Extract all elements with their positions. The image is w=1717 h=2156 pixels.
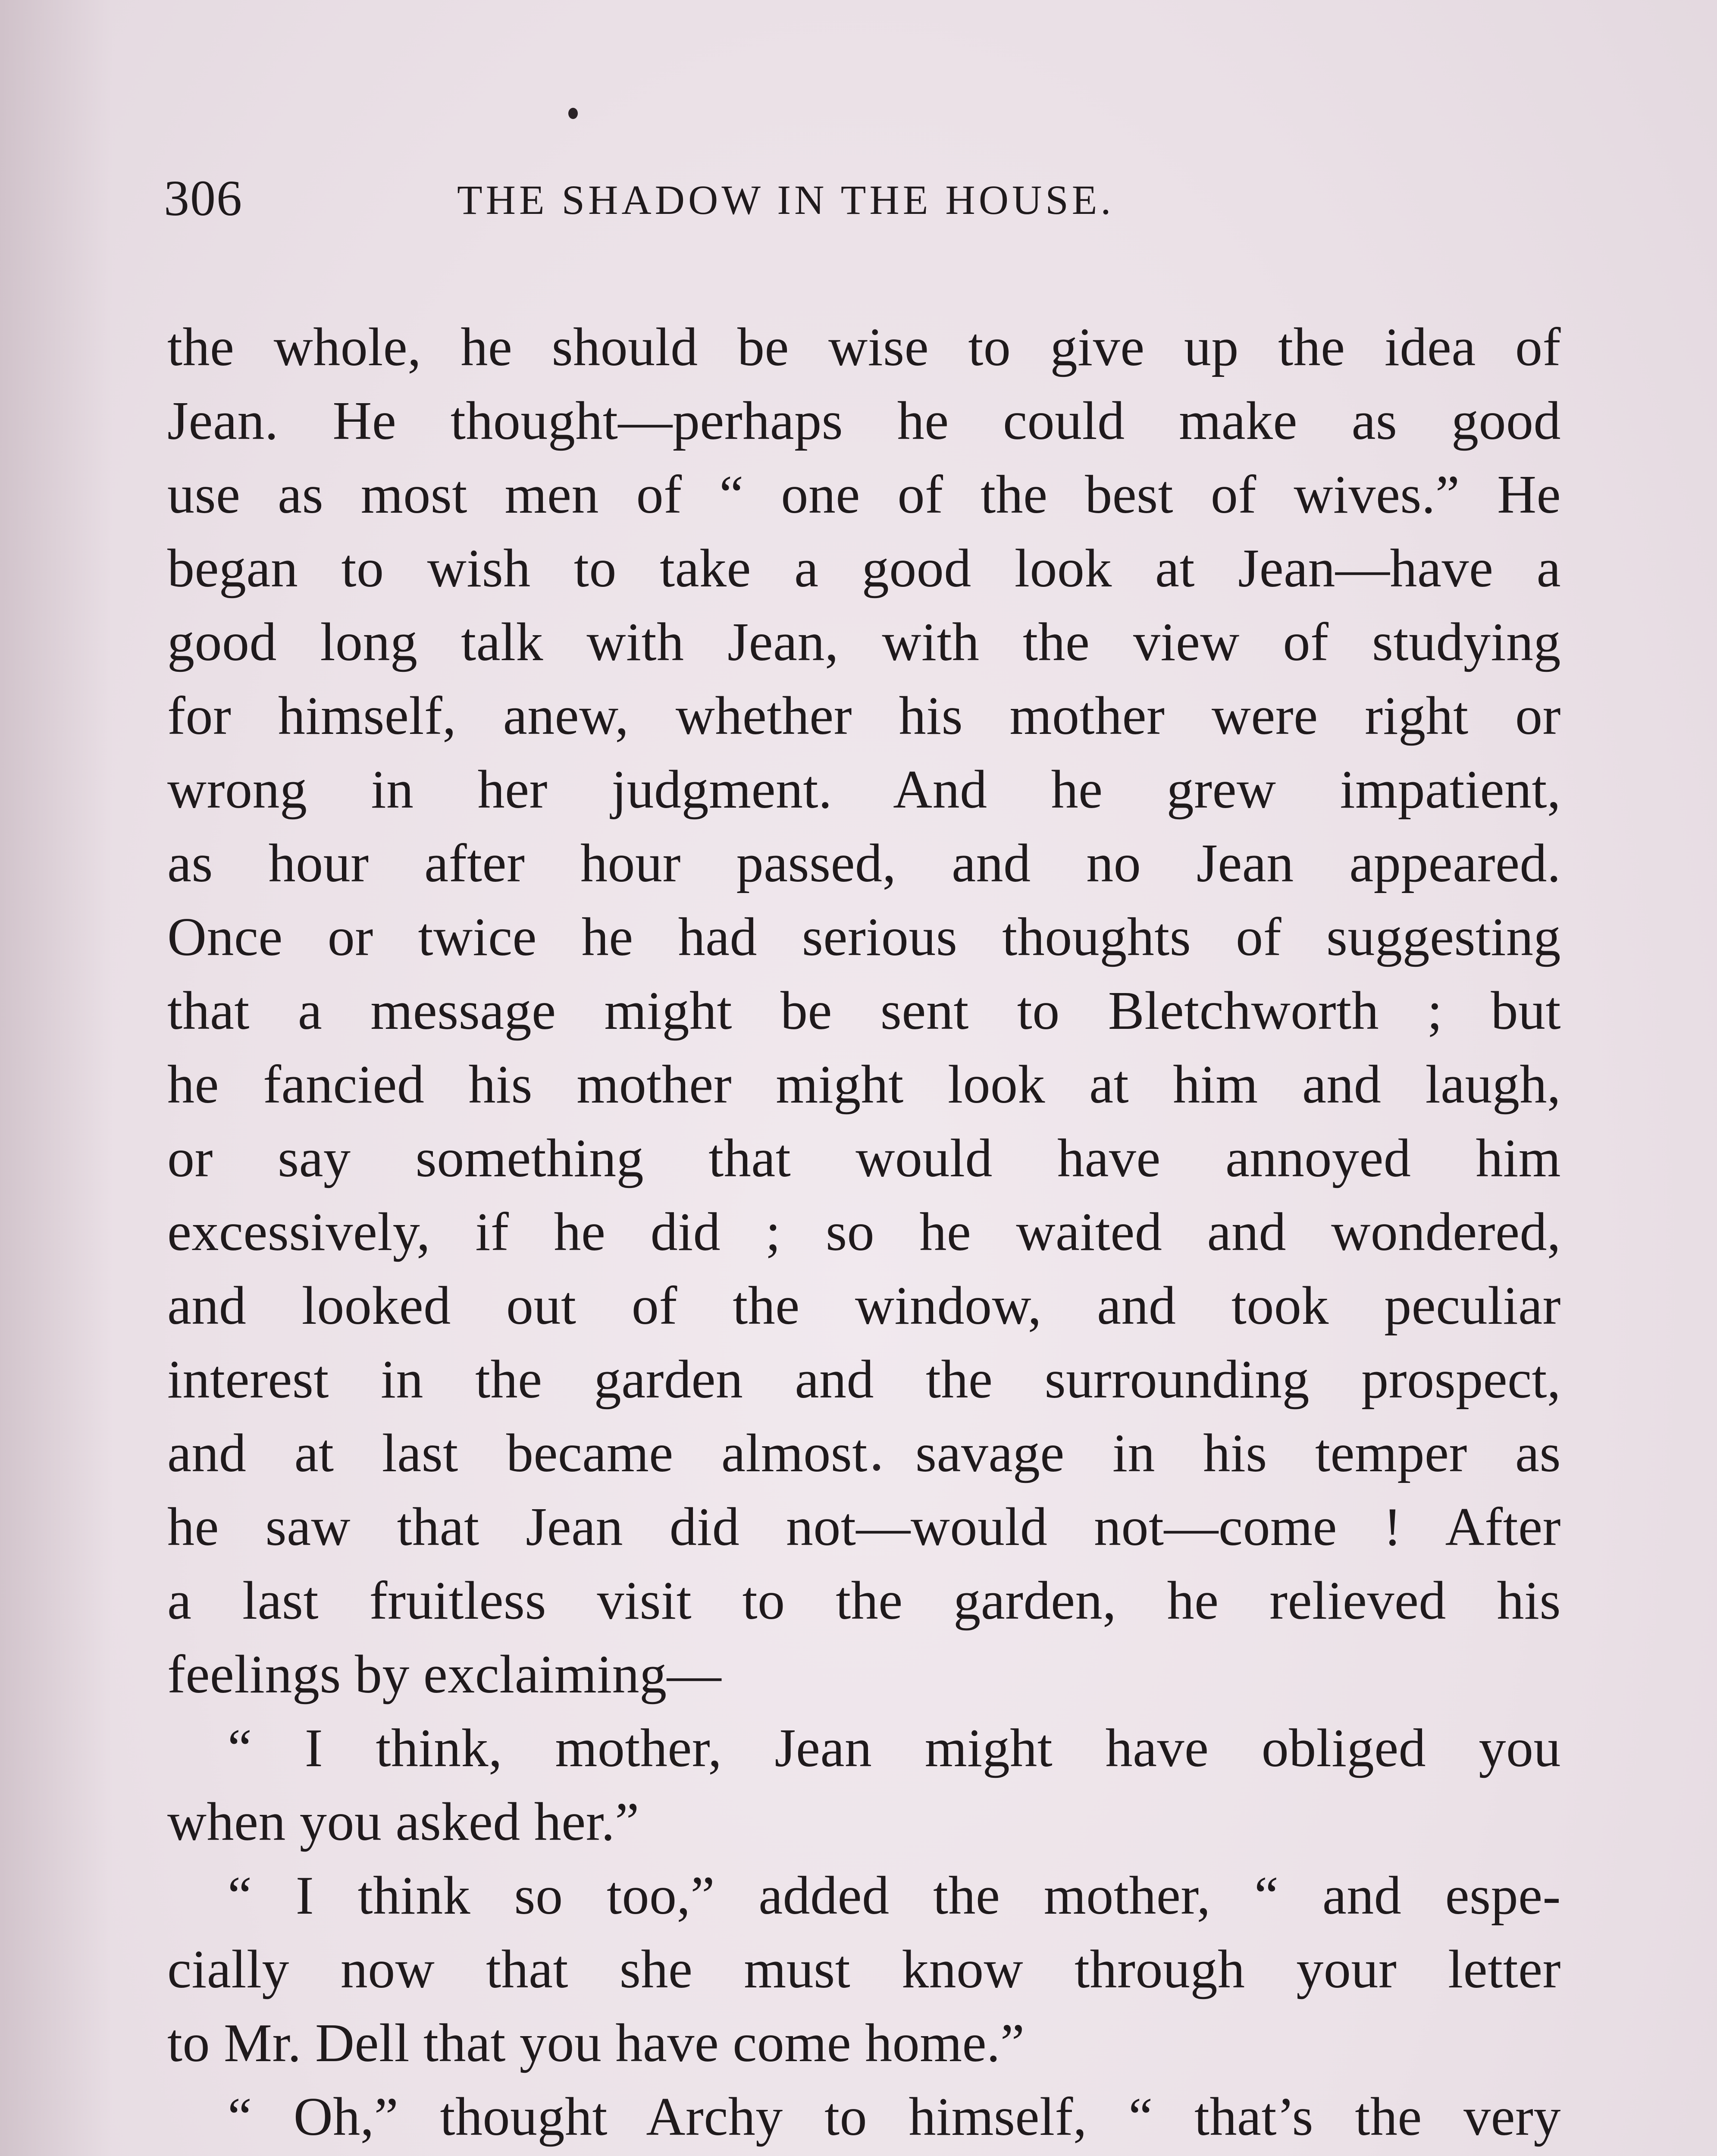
text-line: feelings by exclaiming— <box>167 1645 722 1705</box>
page-header <box>164 168 1552 229</box>
text-line: “ I think so too,” added the mother, “ and espe- <box>228 1866 1561 1926</box>
text-line: the whole, he should be wise to give up the idea of <box>167 317 1561 377</box>
text-line: as hour after hour passed, and no Jean appeared. <box>167 834 1561 893</box>
ink-speck <box>568 108 578 119</box>
running-title: THE SHADOW IN THE HOUSE. <box>457 177 1115 223</box>
text-line: and at last became almost savage in his temper as <box>167 1423 1561 1483</box>
page-number: 306 <box>164 170 243 226</box>
text-line: interest in the garden and the surrounding prospect, <box>167 1350 1561 1410</box>
text-line: Once or twice he had serious thoughts of suggesting <box>167 907 1561 967</box>
spine-shadow <box>0 0 112 2156</box>
text-line: or say something that would have annoyed him <box>167 1128 1561 1188</box>
text-line: good long talk with Jean, with the view of studying <box>167 612 1561 672</box>
text-line: use as most men of “ one of the best of wives.” He <box>167 465 1561 525</box>
text-line: he fancied his mother might look at him and laugh, <box>167 1055 1561 1115</box>
text-line: “ I think, mother, Jean might have obliged you <box>228 1718 1561 1778</box>
text-line: to Mr. Dell that you have come home.” <box>167 2013 1025 2073</box>
text-line: began to wish to take a good look at Jean—have a <box>167 539 1561 599</box>
text-line: when you asked her.” <box>167 1792 639 1852</box>
text-line: a last fruitless visit to the garden, he relieved his <box>167 1571 1561 1631</box>
text-line <box>167 2154 1561 2156</box>
text-line: he saw that Jean did not—would not—come ! After <box>167 1497 1561 1557</box>
text-line: for himself, anew, whether his mother were right or <box>167 686 1561 746</box>
text-line: “ Oh,” thought Archy to himself, “ that’s the very <box>228 2087 1561 2147</box>
text-line: Jean. He thought—perhaps he could make as good <box>167 391 1561 451</box>
text-line: that a message might be sent to Bletchworth ; but <box>167 981 1561 1041</box>
text-line: excessively, if he did ; so he waited and wondered, <box>167 1202 1561 1262</box>
text-line: wrong in her judgment. And he grew impatient, <box>167 760 1561 820</box>
text-line: cially now that she must know through your letter <box>167 1940 1561 1999</box>
body-text <box>167 310 1561 2156</box>
text-line: and looked out of the window, and took peculiar <box>167 1276 1561 1336</box>
